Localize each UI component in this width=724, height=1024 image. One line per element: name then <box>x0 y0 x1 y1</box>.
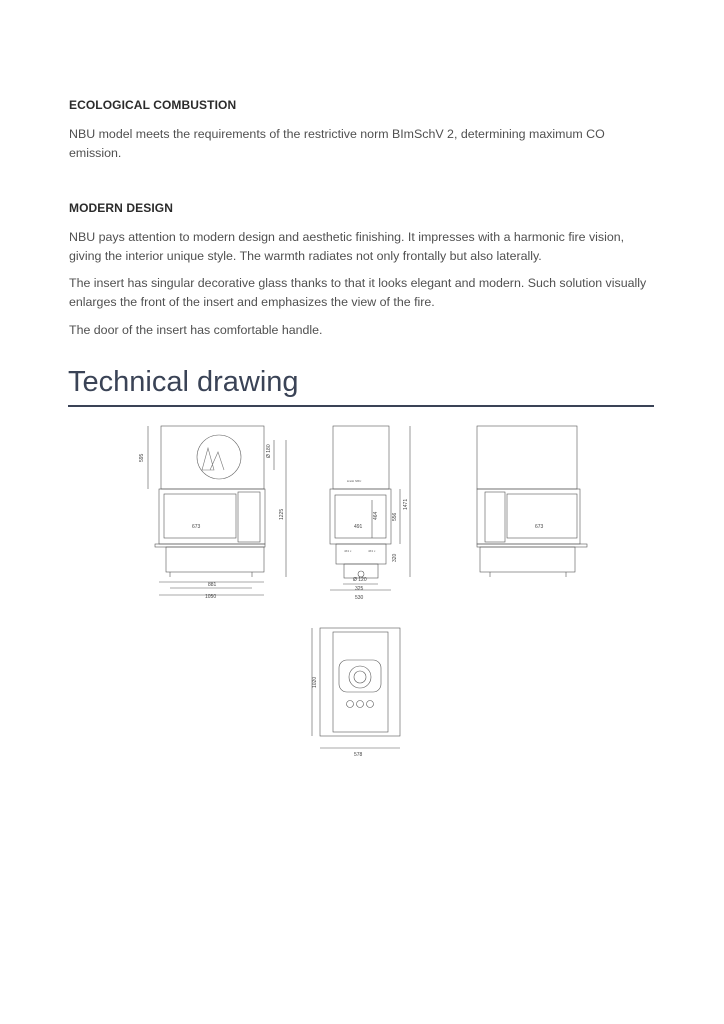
heading-modern-design: MODERN DESIGN <box>69 201 173 215</box>
dim-front-glass-height: 556 <box>392 512 398 521</box>
paragraph-design-3: The door of the insert has comfortable handle. <box>69 323 323 337</box>
dim-left-total-width: 1050 <box>205 594 217 600</box>
dim-front-total-height: 1471 <box>403 498 409 510</box>
top-view <box>312 628 400 748</box>
dim-left-glass-width: 673 <box>192 524 201 530</box>
front-label-a: 463 x <box>344 549 352 553</box>
dim-left-top-height: 595 <box>139 453 145 462</box>
dim-front-inner-width: 325 <box>355 586 364 592</box>
paragraph-ecological: NBU model meets the requirements of the restrictive norm BImSchV 2, determining maximum CO emission. <box>69 127 605 160</box>
paragraph-design-2: The insert has singular decorative glass thanks to that it looks elegant and modern. Such solution visually enlarges the front of the insert and emphasizes the view of the fire. <box>69 276 647 309</box>
dim-left-total-height: 1225 <box>279 508 285 520</box>
paragraph-design-1: NBU pays attention to modern design and aesthetic finishing. It impresses with a harmonic fire vision, giving the interior unique style. The warmth radiates not only frontally but also laterally. <box>69 230 625 263</box>
front-label-b: 463 x <box>368 549 376 553</box>
dim-front-total-width: 530 <box>355 595 364 601</box>
dim-left-duct: Ø 180 <box>266 444 272 458</box>
technical-drawing-title: Technical drawing <box>68 366 299 398</box>
dim-front-glass-width: 491 <box>354 524 363 530</box>
dim-right-glass-width: 673 <box>535 524 544 530</box>
dim-top-depth: 1020 <box>312 676 318 688</box>
right-side-view <box>477 426 587 577</box>
dim-top-width: 578 <box>354 752 363 758</box>
dim-front-air-inlet: Ø 120 <box>353 577 367 583</box>
front-brand-label: kratki NBU <box>347 479 362 483</box>
dim-front-base: 320 <box>392 553 398 562</box>
heading-ecological-combustion: ECOLOGICAL COMBUSTION <box>69 98 237 112</box>
front-view <box>330 426 410 590</box>
dim-front-glass-inner: 464 <box>373 511 379 520</box>
dim-left-inner-width: 881 <box>208 582 217 588</box>
